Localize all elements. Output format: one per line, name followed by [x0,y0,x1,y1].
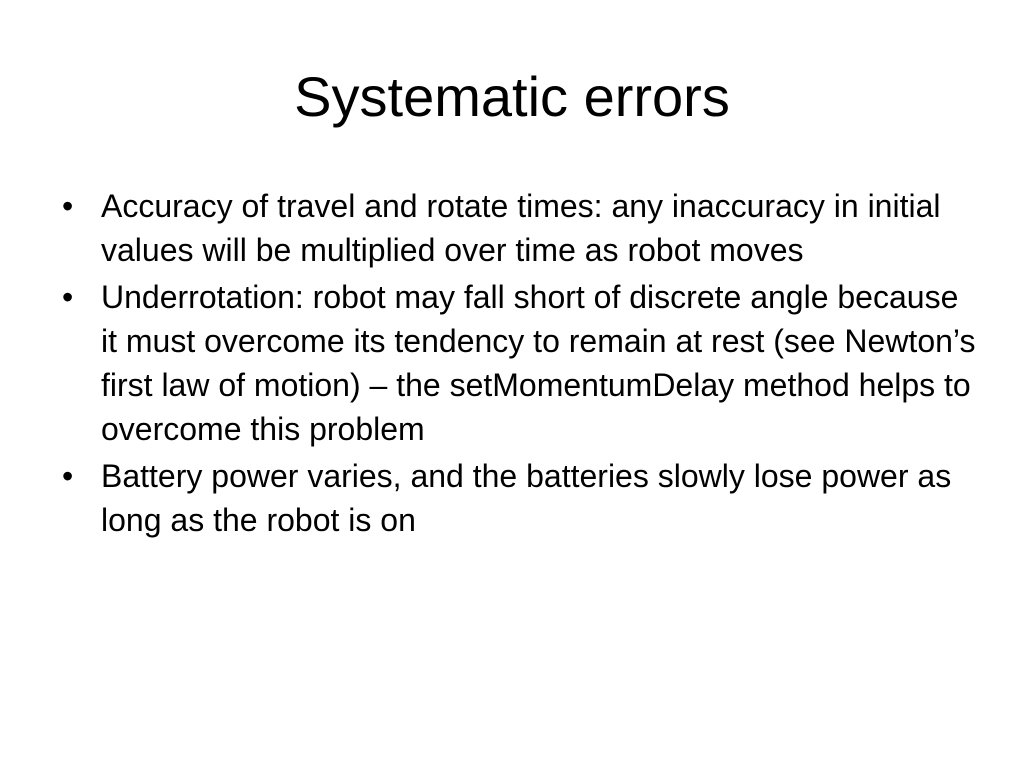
bullet-list [56,184,976,545]
bullet-text: Battery power varies, and the batteries slowly lose power as long as the robot is on [101,458,952,538]
bullet-item-underrotation [56,275,976,451]
bullet-marker: • [62,458,74,494]
bullet-item-accuracy [56,184,976,272]
slide-title: Systematic errors [294,65,730,128]
bullet-text: Underrotation: robot may fall short of discrete angle because it must overcome its tendency to remain at rest (see Newton’s first law of motion) – the setMomentumDelay method helps to overcome this problem [101,279,976,447]
bullet-text: Accuracy of travel and rotate times: any inaccuracy in initial values will be multiplied over time as robot moves [101,188,941,268]
bullet-marker: • [62,279,74,315]
bullet-marker: • [62,188,74,224]
bullet-item-battery [56,454,976,542]
